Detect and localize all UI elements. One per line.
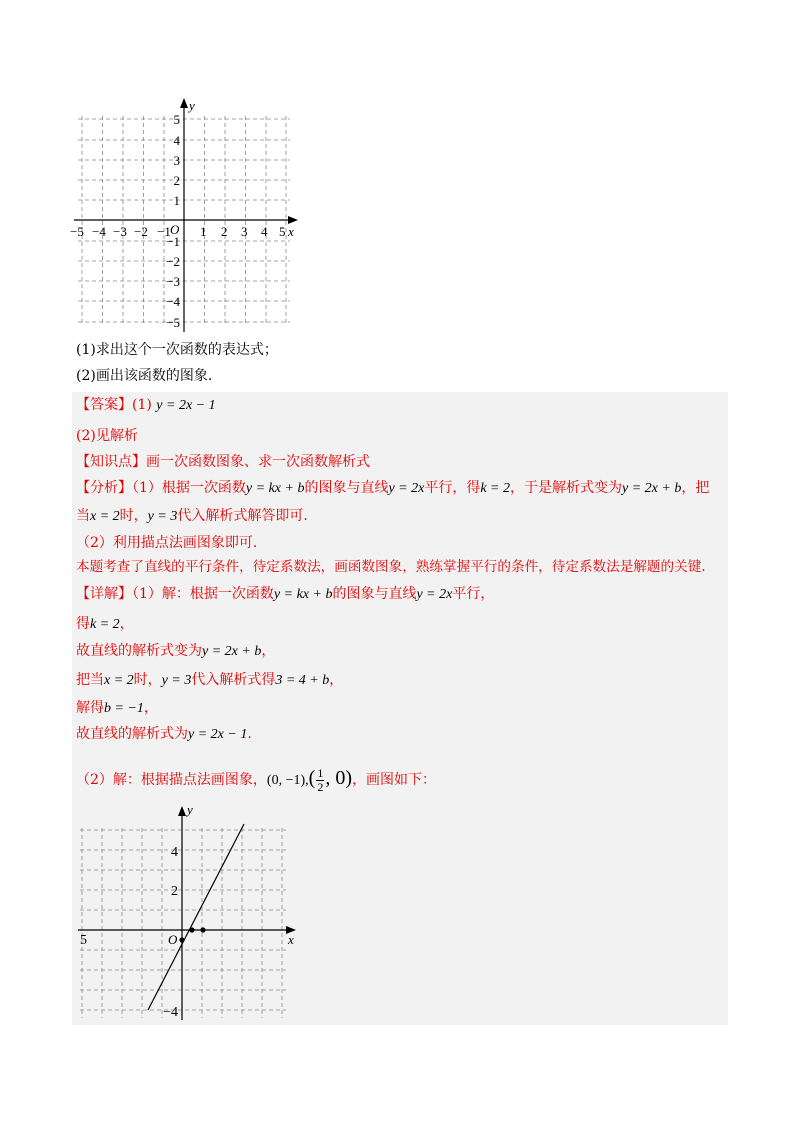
fraction-one-half: $\frac{1}{2}$	[317, 765, 324, 794]
coordinate-grid-1	[66, 94, 306, 334]
knowledge-line: 【知识点】画一次函数图象、求一次函数解析式	[76, 454, 370, 470]
detail-line-4: 把当x = 2时，y = 3代入解析式得3 = 4 + b，	[76, 672, 344, 688]
x-tick: −5	[70, 224, 84, 239]
y-axis-arrow	[180, 98, 188, 108]
x-tick: 2	[221, 224, 228, 239]
detail-line-2: 得k = 2，	[76, 616, 134, 632]
x-axis-arrow	[288, 216, 298, 224]
y-tick: 4	[171, 845, 178, 860]
y-tick: −3	[166, 274, 180, 289]
point-marker	[189, 927, 194, 932]
y-tick: 2	[173, 173, 180, 188]
detail-line-1: 【详解】（1）解：根据一次函数y = kx + b的图象与直线y = 2x平行，	[76, 586, 495, 602]
analysis-line-2: 当x = 2时，y = 3代入解析式解答即可.	[76, 508, 308, 524]
point-marker	[179, 937, 184, 942]
y-tick: −5	[166, 315, 180, 330]
analysis-line-4: 本题考查了直线的平行条件，待定系数法，画函数图象，熟练掌握平行的条件，待定系数法是解题的关键.	[76, 559, 706, 575]
x-tick: 3	[241, 224, 248, 239]
analysis-line-3: （2）利用描点法画图象即可.	[76, 535, 258, 551]
y-tick: 3	[173, 153, 180, 168]
origin-label: O	[168, 932, 178, 947]
point-1: (0, −1)	[266, 773, 306, 788]
answer-expression: y = 2x − 1	[156, 398, 216, 413]
detail-line-5: 解得b = −1，	[76, 700, 158, 716]
answer-tag: 【答案】	[76, 397, 132, 413]
x-tick: −3	[113, 224, 127, 239]
y-tick: −2	[166, 254, 180, 269]
y-axis-label: y	[189, 98, 195, 113]
detail-line-3: 故直线的解析式变为y = 2x + b，	[76, 643, 276, 659]
question-1: (1)求出这个一次函数的表达式；	[76, 342, 278, 358]
detail-line-6: 故直线的解析式为y = 2x − 1.	[76, 726, 252, 742]
y-tick: −4	[163, 1005, 178, 1020]
function-graph	[72, 800, 312, 1022]
x-tick: 5	[80, 933, 87, 948]
x-tick: 1	[200, 224, 207, 239]
y-tick: −4	[166, 294, 180, 309]
answer-line-1: 【答案】(1) y = 2x − 1	[76, 397, 216, 413]
detail-tag: 【详解】	[76, 586, 132, 602]
answer-line-2: (2)见解析	[76, 428, 138, 444]
analysis-line-1: 【分析】（1）根据一次函数y = kx + b的图象与直线y = 2x平行，得k = 2，于是解析式变为y = 2x + b，把	[76, 480, 710, 496]
y-tick: 1	[173, 193, 180, 208]
y-tick: 4	[173, 133, 180, 148]
origin-label: O	[170, 222, 180, 237]
y-tick: 5	[173, 112, 180, 127]
x-axis-label: x	[288, 224, 294, 239]
x-tick: 4	[261, 224, 268, 239]
y-tick: −1	[166, 234, 180, 249]
y-tick: 2	[171, 884, 178, 899]
question-2: (2)画出该函数的图象.	[76, 368, 213, 384]
y-axis-label: y	[187, 802, 193, 817]
x-tick: −1	[157, 224, 171, 239]
x-tick: −4	[92, 224, 106, 239]
point-marker	[200, 927, 205, 932]
y-axis-arrow	[178, 806, 186, 816]
x-tick: 5	[279, 224, 286, 239]
knowledge-tag: 【知识点】	[76, 454, 146, 470]
x-axis-label: x	[288, 932, 294, 947]
x-tick: −2	[134, 224, 148, 239]
detail-line-7: （2）解：根据描点法画图象，(0, −1),( $\frac{1}{2}$ , 0)，画图如下：	[76, 765, 436, 794]
analysis-tag: 【分析】	[76, 480, 132, 496]
